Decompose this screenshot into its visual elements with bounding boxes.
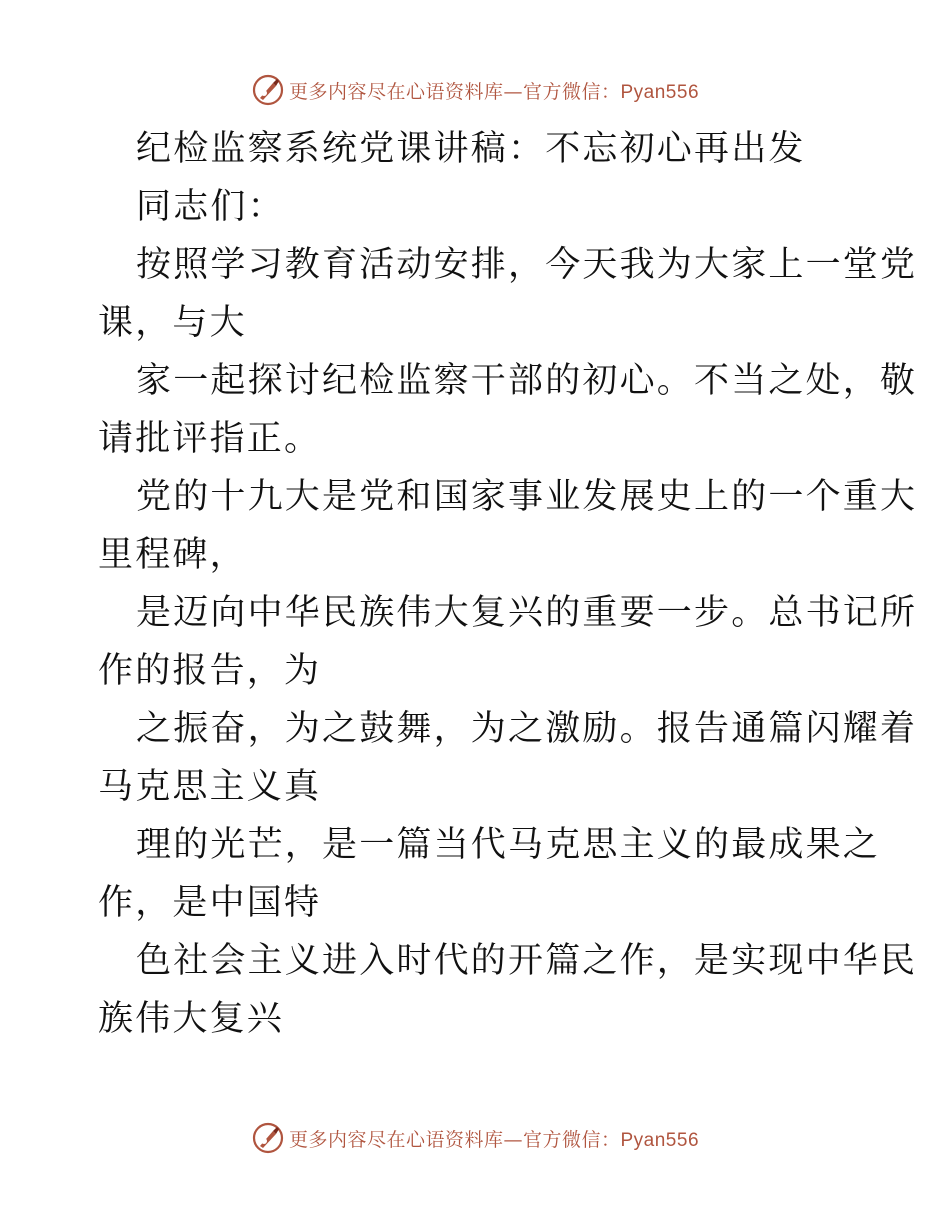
body-line: 马克思主义真 <box>98 767 322 807</box>
wechat-id: Pyan556 <box>620 1129 700 1151</box>
body-line: 色社会主义进入时代的开篇之作，是实现中华民 <box>136 941 918 981</box>
pen-logo-icon <box>251 73 285 107</box>
salutation: 同志们： <box>136 187 285 227</box>
banner-text: 更多内容尽在心语资料库—官方微信：Pyan556 <box>288 1128 700 1151</box>
wechat-id: Pyan556 <box>620 81 700 103</box>
body-line: 按照学习教育活动安排，今天我为大家上一堂党 <box>136 245 918 285</box>
document-title: 纪检监察系统党课讲稿：不忘初心再出发 <box>136 129 806 169</box>
header-banner <box>0 70 950 110</box>
body-line: 作，是中国特 <box>98 883 322 923</box>
body-line: 之振奋，为之鼓舞，为之激励。报告通篇闪耀着 <box>136 709 918 749</box>
footer-banner <box>0 1118 950 1158</box>
body-lines <box>98 236 918 1048</box>
body-line: 族伟大复兴 <box>98 999 285 1039</box>
body-line: 课，与大 <box>98 303 247 343</box>
body-line: 请批评指正。 <box>98 419 322 459</box>
pen-logo-icon <box>251 1121 285 1155</box>
body-line: 里程碑， <box>98 535 247 575</box>
body-line: 家一起探讨纪检监察干部的初心。不当之处，敬 <box>136 361 918 401</box>
body-line: 党的十九大是党和国家事业发展史上的一个重大 <box>136 477 918 517</box>
body-line: 是迈向中华民族伟大复兴的重要一步。总书记所 <box>136 593 918 633</box>
body-line: 理的光芒，是一篇当代马克思主义的最成果之 <box>136 825 881 865</box>
body-line: 作的报告，为 <box>98 651 322 691</box>
document-body <box>98 120 918 1048</box>
banner-text: 更多内容尽在心语资料库—官方微信：Pyan556 <box>288 80 700 103</box>
